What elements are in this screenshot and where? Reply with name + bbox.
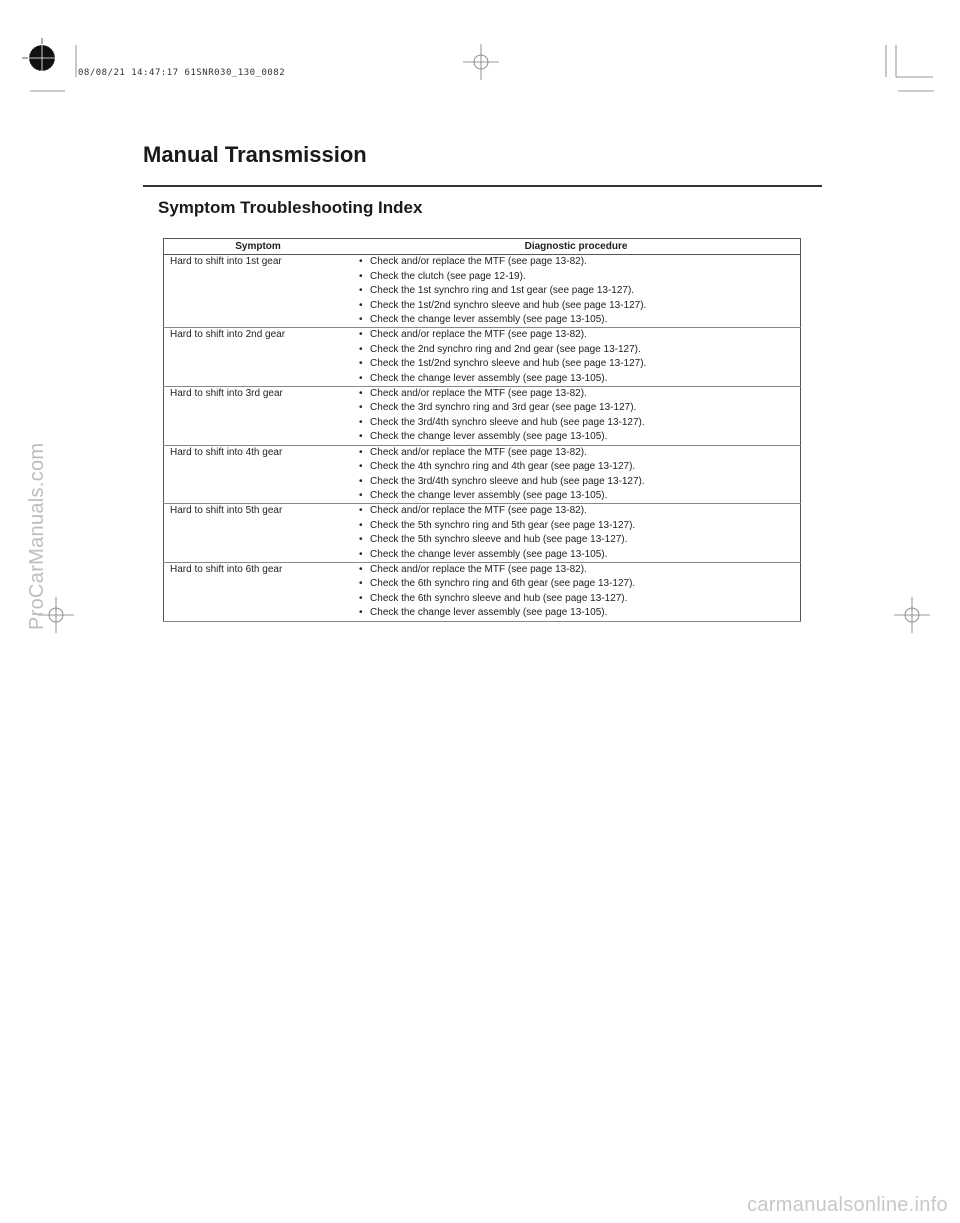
procedure-item: • Check the 3rd/4th synchro sleeve and hub (see page 13-127).: [358, 416, 800, 430]
table-row: [164, 328, 801, 387]
table-row: [164, 387, 801, 446]
procedure-item: • Check the clutch (see page 12-19).: [358, 270, 800, 284]
column-header-symptom: Symptom: [164, 239, 353, 255]
procedure-list: [358, 446, 800, 504]
table-row: [164, 255, 801, 328]
procedure-item: • Check the 5th synchro ring and 5th gear (see page 13-127).: [358, 519, 800, 533]
column-header-diagnostic-procedure: Diagnostic procedure: [352, 239, 800, 255]
procedure-item: • Check the 1st/2nd synchro sleeve and hub (see page 13-127).: [358, 299, 800, 313]
procedure-item: • Check and/or replace the MTF (see page 13-82).: [358, 563, 800, 577]
symptom-cell: Hard to shift into 5th gear: [164, 504, 353, 563]
procedure-item: • Check the 2nd synchro ring and 2nd gear (see page 13-127).: [358, 343, 800, 357]
procedure-item: • Check and/or replace the MTF (see page 13-82).: [358, 255, 800, 269]
symptom-cell: Hard to shift into 6th gear: [164, 562, 353, 621]
crop-marks-top-right-icon: [878, 40, 938, 100]
procedure-list: [358, 563, 800, 621]
procedure-item: • Check and/or replace the MTF (see page 13-82).: [358, 387, 800, 401]
table-row: [164, 445, 801, 504]
symptom-cell: Hard to shift into 2nd gear: [164, 328, 353, 387]
table-body: [164, 255, 801, 621]
procedure-cell: [352, 504, 800, 563]
section-heading: Symptom Troubleshooting Index: [158, 198, 423, 217]
procedure-item: • Check and/or replace the MTF (see page 13-82).: [358, 446, 800, 460]
procedure-item: • Check the change lever assembly (see page 13-105).: [358, 313, 800, 327]
procedure-cell: [352, 328, 800, 387]
procedure-item: • Check and/or replace the MTF (see page 13-82).: [358, 328, 800, 342]
procedure-cell: [352, 445, 800, 504]
procedure-list: [358, 504, 800, 562]
procedure-item: • Check the 4th synchro ring and 4th gear (see page 13-127).: [358, 460, 800, 474]
procedure-item: • Check the 6th synchro ring and 6th gear (see page 13-127).: [358, 577, 800, 591]
page-title: Manual Transmission: [143, 142, 367, 167]
procedure-item: • Check the 3rd/4th synchro sleeve and hub (see page 13-127).: [358, 475, 800, 489]
procedure-cell: [352, 255, 800, 328]
procedure-item: • Check the 1st/2nd synchro sleeve and hub (see page 13-127).: [358, 357, 800, 371]
procedure-list: [358, 328, 800, 386]
crosshair-top-center-icon: [463, 44, 499, 80]
table-row: [164, 562, 801, 621]
procedure-item: • Check and/or replace the MTF (see page 13-82).: [358, 504, 800, 518]
print-job-code: 08/08/21 14:47:17 61SNR030_130_0082: [78, 68, 286, 78]
title-divider: [143, 185, 822, 187]
procedure-list: [358, 387, 800, 445]
procedure-item: • Check the 6th synchro sleeve and hub (see page 13-127).: [358, 592, 800, 606]
table-row: [164, 504, 801, 563]
symptom-cell: Hard to shift into 1st gear: [164, 255, 353, 328]
procedure-item: • Check the 3rd synchro ring and 3rd gear (see page 13-127).: [358, 401, 800, 415]
procedure-item: • Check the change lever assembly (see page 13-105).: [358, 489, 800, 503]
procedure-item: • Check the change lever assembly (see page 13-105).: [358, 430, 800, 444]
procedure-cell: [352, 562, 800, 621]
symptom-troubleshooting-table: [163, 238, 801, 622]
procedure-item: • Check the 1st synchro ring and 1st gear (see page 13-127).: [358, 284, 800, 298]
procedure-item: • Check the 5th synchro sleeve and hub (see page 13-127).: [358, 533, 800, 547]
procedure-list: [358, 255, 800, 327]
procedure-item: • Check the change lever assembly (see page 13-105).: [358, 606, 800, 620]
symptom-cell: Hard to shift into 4th gear: [164, 445, 353, 504]
bottom-watermark: carmanualsonline.info: [747, 1194, 948, 1216]
procedure-cell: [352, 387, 800, 446]
symptom-cell: Hard to shift into 3rd gear: [164, 387, 353, 446]
table-header-row: [164, 239, 801, 255]
side-watermark: ProCarManuals.com: [26, 442, 48, 630]
crosshair-right-middle-icon: [894, 597, 930, 633]
procedure-item: • Check the change lever assembly (see page 13-105).: [358, 548, 800, 562]
procedure-item: • Check the change lever assembly (see page 13-105).: [358, 372, 800, 386]
